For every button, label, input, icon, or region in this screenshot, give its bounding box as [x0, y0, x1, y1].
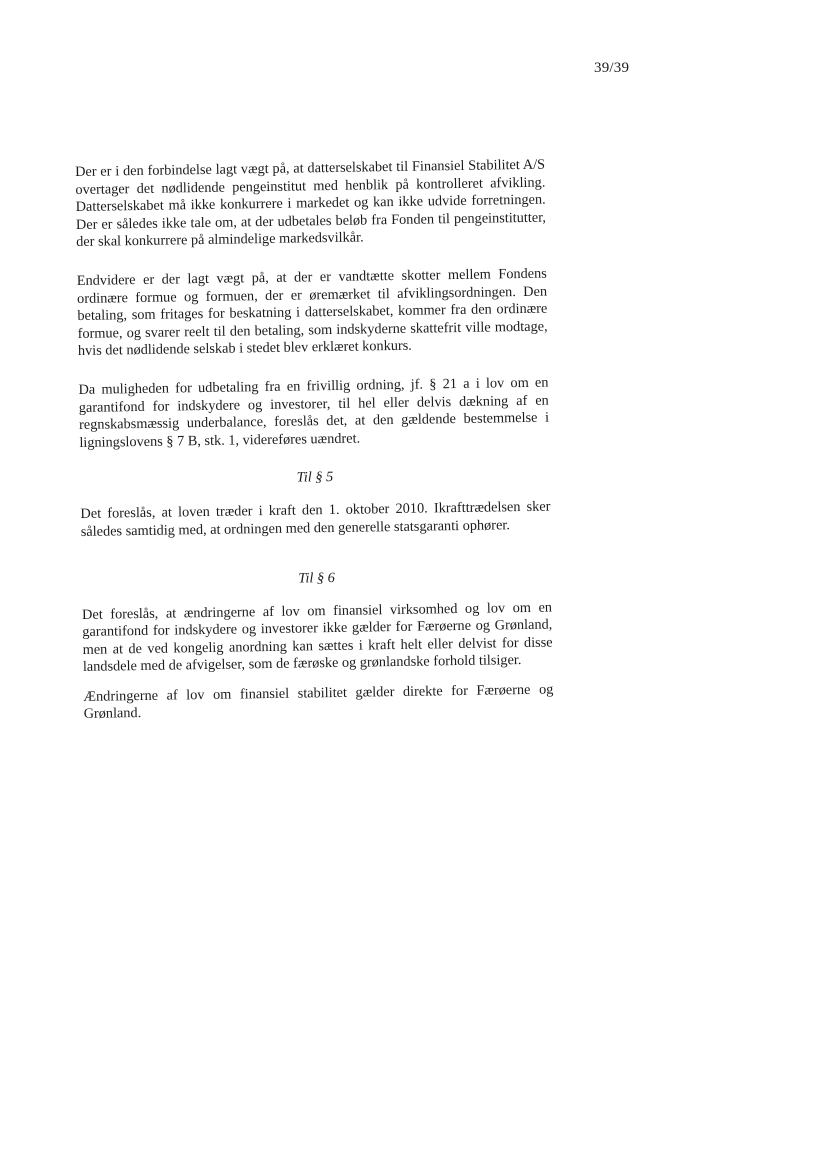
- page-number: 39/39: [594, 60, 630, 76]
- paragraph-watertight-bulkheads: Endvidere er der lagt vægt på, at der er vandtætte skotter mellem Fondens ordinære formue og formuen, der er øremærket til afviklingsordningen. Den betaling, som fritages for beskatning i datterselskabet, kommer fra den ordinære formue, og svarer reelt til den betaling, som indskyderne skattefrit ville modtage, hvis det nødlidende selskab i stedet blev erklæret konkurs.: [76, 265, 548, 360]
- section-heading-6: Til § 6: [298, 569, 335, 587]
- paragraph-entry-into-force: Det foreslås, at loven træder i kraft den 1. oktober 2010. Ikrafttrædelsen sker således samtidig med, at ordningen med den generelle statsgaranti ophører.: [80, 498, 551, 540]
- paragraph-voluntary-scheme: Da muligheden for udbetaling fra en frivillig ordning, jf. § 21 a i lov om en garantifond for indskydere og investorer, til hel eller delvis dækning af en regnskabsmæssig underbalance, foreslås det, at den gældende bestemmelse i ligningslovens § 7 B, stk. 1, videreføres uændret.: [78, 374, 550, 451]
- document-body: [75, 157, 554, 745]
- paragraph-financial-stability-applies: Ændringerne af lov om finansiel stabilitet gælder direkte for Færøerne og Grønland.: [83, 681, 554, 723]
- section-heading-5: Til § 5: [296, 469, 334, 486]
- paragraph-faroe-greenland: Det foreslås, at ændringerne af lov om finansiel virksomhed og lov om en garantifond for indskydere og investorer ikke gælder for Færøerne og Grønland, men at de ved kongelig anordning kan sættes i kraft helt eller delvist for disse landsdele med de afvigelser, som de færøske og grønlandske forhold tilsiger.: [81, 599, 553, 676]
- paragraph-subsidiary-liquidation: Der er i den forbindelse lagt vægt på, at datterselskabet til Finansiel Stabilitet A/S overtager det nødlidende pengeinstitut med henblik på kontrolleret afvikling. Datterselskabet må ikke konkurrere i markedet og kan ikke udvide forretningen. Der er således ikke tale om, at der udbetales beløb fra Fonden til pengeinstitutter, der skal konkurrere på almindelige markedsvilkår.: [75, 156, 547, 251]
